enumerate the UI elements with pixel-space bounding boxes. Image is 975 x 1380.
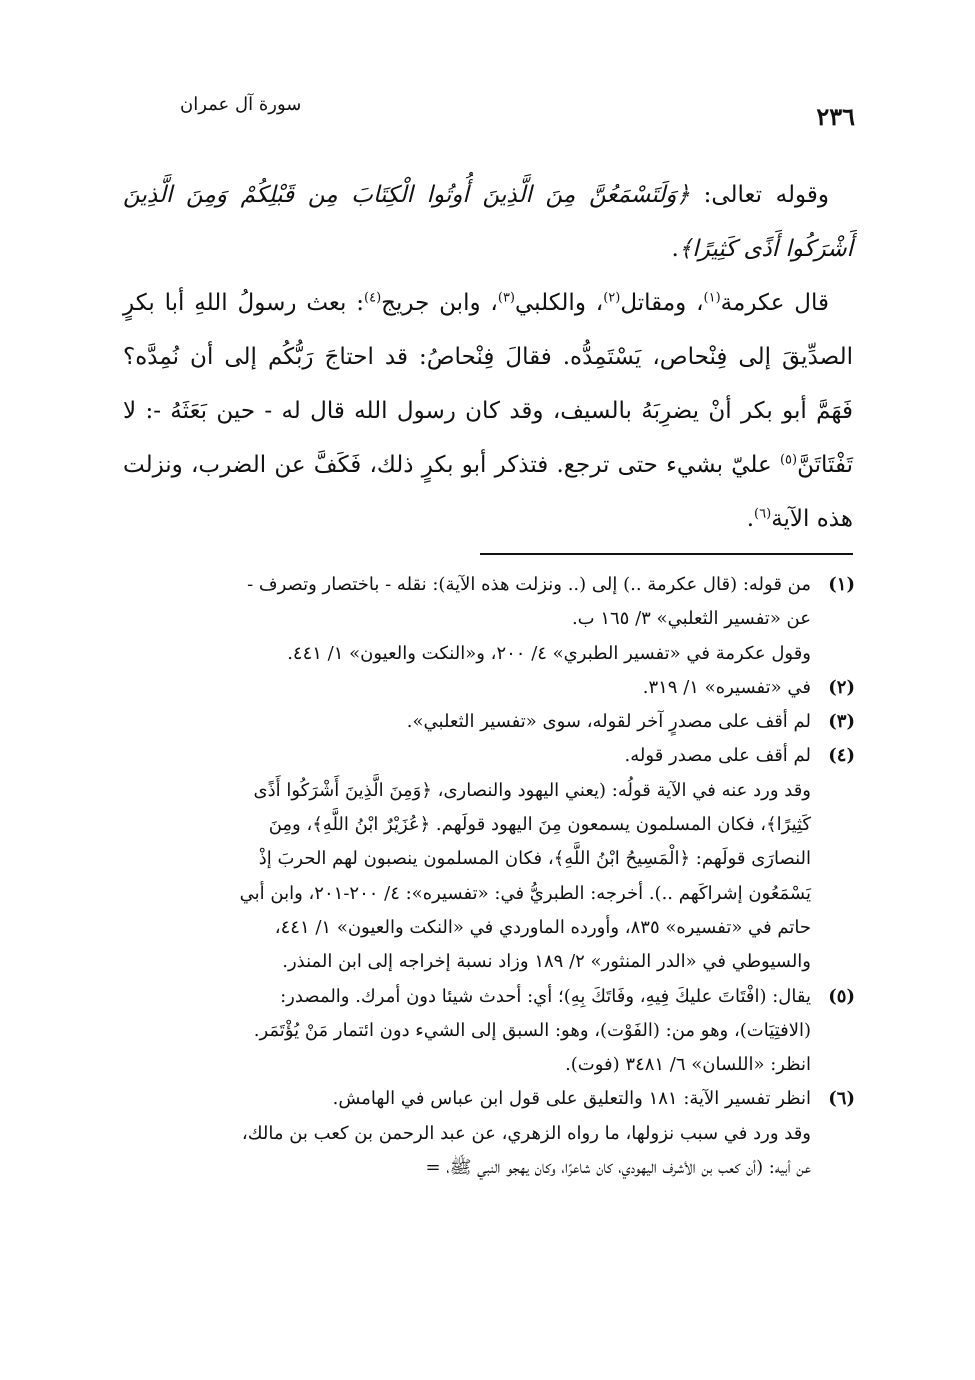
footnote-line: وقول عكرمة في «تفسير الطبري» ٤/ ٢٠٠، و«النكت والعيون» ١/ ٤٤١. (287, 642, 811, 664)
footnote-2 (123, 671, 855, 705)
narration-text: : بعث رسولُ اللهِ أبا بكرٍ الصدِّيقَ إلى فِنْحاص، يَسْتَمِدُّه. فقالَ فِنْحاصُ: قد احتاجَ رَبُّكُم إلى أن نُمِدَّه؟ فَهَمَّ أبو بكر أنْ يضرِبَهُ بالسيف، وقد كان رسول الله قال له - حين بَعَثَهُ -: لا تَفْتَاتَنَّ (123, 290, 853, 478)
footnote-ref-1[interactable]: (١) (703, 290, 721, 306)
narration-text: . (746, 506, 755, 532)
footnote-1 (123, 568, 855, 671)
page-number: ٢٣٦ (816, 102, 855, 131)
footnote-line: وقد ورد عنه في الآية قولُه: (يعني اليهود والنصارى، ﴿وَمِنَ الَّذِينَ أَشْرَكُوا أَذًى (253, 779, 811, 801)
footnote-line: النصارَى قولَهم: ﴿الْمَسِيحُ ابْنُ اللَّهِ﴾، فكان المسلمون ينصبون لهم الحربَ إذْ (258, 848, 811, 870)
footnote-4 (123, 739, 855, 979)
narration-paragraph (123, 276, 853, 546)
footnote-ref-4[interactable]: (٤) (364, 290, 382, 306)
footnote-line: لم أقف على مصدر قوله. (624, 745, 811, 767)
footnote-6 (123, 1082, 855, 1185)
footnote-number: (٣) (828, 711, 855, 733)
footnote-number: (١) (828, 574, 855, 595)
footnote-line: يَسْمَعُون إشراكَهم ..). أخرجه: الطبريُّ في: «تفسيره»: ٤/ ٢٠٠-٢٠١، وابن أبي (239, 882, 811, 904)
footnote-ref-3[interactable]: (٣) (497, 290, 515, 306)
footnote-line: لم أقف على مصدرٍ آخر لقوله، سوى «تفسير الثعلبي». (406, 711, 811, 733)
narration-text: ، وابن جريج (381, 290, 498, 316)
footnote-ref-6[interactable]: (٦) (754, 506, 772, 522)
footnote-number: (٤) (828, 745, 855, 767)
footnote-line: انظر: «اللسان» ٦/ ٣٤٨١ (فوت). (565, 1054, 811, 1076)
footnote-3 (123, 705, 855, 739)
running-header (120, 90, 855, 140)
verse-end: . (671, 236, 679, 262)
verse-paragraph (123, 168, 853, 276)
footnote-line: حاتم في «تفسيره» ٨٣٥، وأورده الماوردي في «النكت والعيون» ١/ ٤٤١، (274, 916, 811, 938)
footnote-line: والسيوطي في «الدر المنثور» ٢/ ١٨٩ وزاد نسبة إخراجه إلى ابن المنذر. (282, 951, 811, 973)
footnote-line: من قوله: (قال عكرمة ..) إلى (.. ونزلت هذه الآية): نقله - باختصار وتصرف - (247, 574, 811, 595)
narration-text: قال عكرمة (720, 290, 830, 316)
narration-text: ، والكلبي (515, 290, 604, 316)
footnote-line: عن «تفسير الثعلبي» ٣/ ١٦٥ ب. (571, 608, 811, 630)
main-text (123, 168, 853, 546)
verse-intro: وقوله تعالى: (689, 182, 829, 208)
narration-text: عليّ بشيء حتى ترجع. فتذكر أبو بكرٍ ذلك، فَكَفَّ عن الضرب، ونزلت هذه الآية (123, 452, 853, 532)
footnote-line: (الافتِيَات)، وهو من: (الفَوْت)، وهو: السبق إلى الشيء دون ائتمار مَنْ يُؤْتَمَر. (253, 1019, 811, 1041)
quran-verse: ﴿وَلَتَسْمَعُنَّ مِنَ الَّذِينَ أُوتُوا الْكِتَابَ مِن قَبْلِكُمْ وَمِنَ الَّذِينَ أَشْرَكُوا أَذًى كَثِيرًا﴾ (123, 182, 853, 262)
footnote-ref-2[interactable]: (٢) (603, 290, 621, 306)
footnote-line: وقد ورد في سبب نزولها، ما رواه الزهري، عن عبد الرحمن بن كعب بن مالك، (241, 1122, 811, 1144)
footnote-number: (٥) (828, 985, 855, 1007)
footnote-5 (123, 980, 855, 1083)
footnotes-list (123, 568, 855, 1185)
surah-title: سورة آل عمران (180, 94, 302, 115)
footnote-line: كَثِيرًا﴾، فكان المسلمون يسمعون مِنَ اليهود قولَهم. ﴿عُزَيْرٌ ابْنُ اللَّهِ﴾، ومِنَ (268, 814, 811, 836)
footnote-number: (٢) (828, 676, 855, 698)
narration-text: ، ومقاتل (620, 290, 704, 316)
footnote-line: في «تفسيره» ١/ ٣١٩. (642, 676, 811, 698)
footnote-separator (480, 553, 853, 555)
footnote-number: (٦) (828, 1088, 855, 1110)
footnote-ref-5[interactable]: (٥) (779, 452, 798, 468)
footnote-line: عن أبيه: (أن كعب بن الأشرف اليهودي، كان شاعرًا، وكان يهجو النبي ﷺ، = (425, 1157, 811, 1179)
footnote-line: يقال: (افْتَاتَ عليكَ فِيهِ، وفَاتَكَ بِهِ)؛ أي: أحدث شيئا دون أمرك. والمصدر: (280, 985, 811, 1007)
footnote-line: انظر تفسير الآية: ١٨١ والتعليق على قول ابن عباس في الهامش. (332, 1088, 811, 1110)
